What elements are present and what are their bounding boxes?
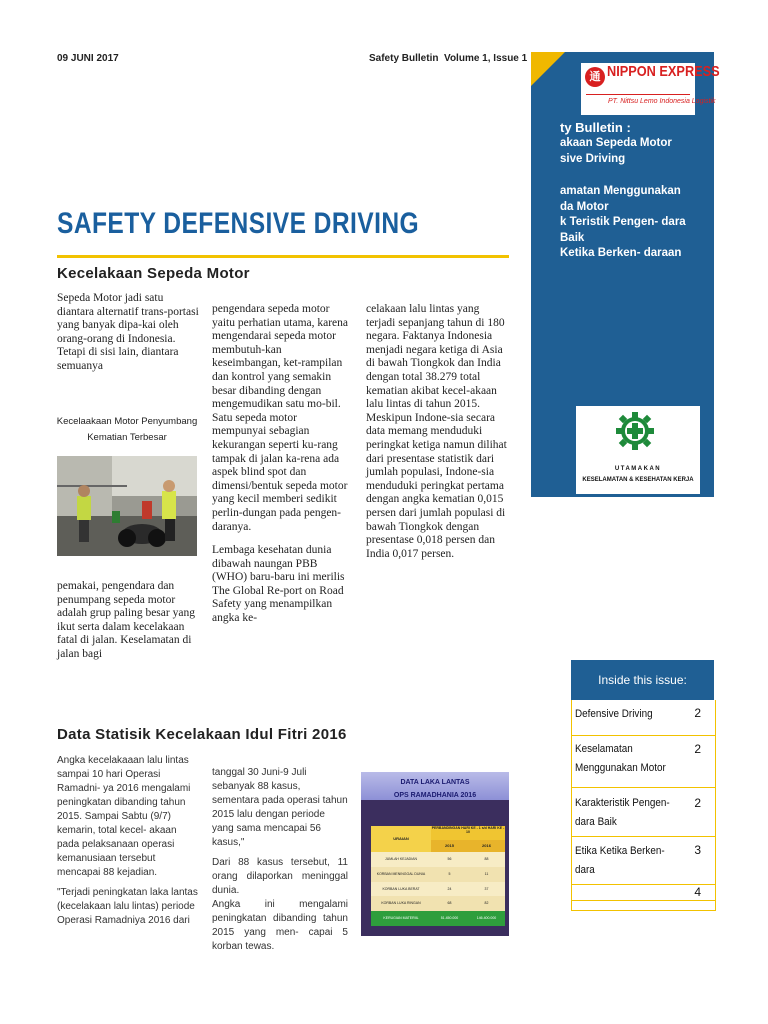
bulletin-info: Safety Bulletin Volume 1, Issue 1: [369, 53, 528, 64]
section-heading-statistics: Data Statisik Kecelakaan Idul Fitri 2016: [57, 726, 347, 743]
toc-label: Keselamatan Menggunakan Motor: [575, 743, 666, 774]
logo-divider: [586, 94, 690, 95]
k3-label-2: KESELAMATAN & KESEHATAN KERJA: [582, 477, 694, 483]
stat-row-label: KORBAN MENINGGAL DUNIA: [376, 871, 426, 876]
toc-item[interactable]: [572, 700, 715, 736]
s2-col2-paragraph1: tanggal 30 Juni-9 Juli sebanyak 88 kasus, sementara pada operasi tahun 2015 lalu dengan periode yang sama mencapai 56 kasus,": [212, 767, 348, 848]
toc-item[interactable]: [572, 885, 715, 901]
stat-rows: [371, 852, 505, 926]
k3-gear-cross-icon: [615, 411, 655, 456]
toc-item[interactable]: [572, 736, 715, 788]
stat-header-compare: PERBANDINGAN HARI KE - 1 s/d HARI KE - 10: [431, 826, 505, 840]
stat-row: [371, 882, 505, 897]
stat-row-2016: 88: [484, 857, 489, 861]
sidebar-line-4: amatan Menggunakan: [560, 185, 681, 197]
stat-row-2015: 24: [447, 886, 452, 891]
sidebar-line-7: Baik: [560, 232, 585, 244]
article-col2: [212, 303, 352, 636]
stat-col-2016: 2016: [468, 840, 505, 852]
s2-col2-paragraph2: Dari 88 kasus tersebut, 11 orang dilaporkan meninggal dunia.: [212, 857, 348, 896]
stat-title1: DATA LAKA LANTAS: [400, 779, 470, 786]
stat-row-label: KORBAN LUKA BERAT: [382, 886, 420, 891]
stat-row-2015: 5: [448, 871, 451, 876]
sidebar-line-2: akaan Sepeda Motor: [560, 137, 672, 149]
title-divider: [57, 255, 509, 258]
statistics-image: [361, 772, 509, 936]
toc-label: Etika Ketika Berken-dara: [575, 845, 665, 876]
stat-row-2016: 82: [484, 901, 489, 906]
stat-row-label: JUMLAH KEJADIAN: [384, 857, 418, 861]
stat-row-2016: 146.400.000: [468, 911, 505, 926]
inside-issue-heading: Inside this issue:: [571, 660, 714, 700]
stat-row-2015: 51.450.000: [431, 911, 468, 926]
section-heading-motorcycle: Kecelakaan Sepeda Motor: [57, 265, 250, 282]
toc-page: 2: [694, 796, 701, 810]
s2-col2: [212, 766, 348, 960]
stat-header-uraian: URAIAN: [371, 826, 431, 852]
issue-date: 09 JUNI 2017: [57, 53, 119, 64]
sidebar-line-6: k Teristik Pengen- dara: [560, 216, 686, 228]
stat-title2: OPS RAMADHANIA 2016: [393, 792, 477, 799]
sidebar-line-1: ty Bulletin :: [560, 120, 631, 135]
logo-name: NIPPON EXPRESS: [607, 63, 720, 80]
stat-row-2015: 68: [447, 901, 452, 906]
s2-col1-paragraph1: Angka kecelakaaan lalu lintas sampai 10 hari Operasi Ramadni- ya 2016 mengalami peningkatan dibanding tahun 2015. Sampai Sabtu (9/7) kemarin, total kecel- akaan pada pelaksanaan operasi kemanusiaan tersebut mencapai 88 kejadian.: [57, 755, 191, 878]
toc-page: 3: [694, 843, 701, 857]
sidebar-line-3: sive Driving: [560, 153, 626, 165]
article-col1-top: Sepeda Motor jadi satu diantara alternatif trans-portasi yang banyak dipa-kai oleh orang-orang di Indonesia. Tetapi di sisi lain, diantara semuanya: [57, 292, 199, 372]
sidebar-line-8: Ketika Berken- daraan: [560, 247, 682, 259]
photo-caption: [52, 414, 202, 446]
article-col1-bottom: pemakai, pengendara dan penumpang sepeda motor adalah grup paling besar yang ikut serta dalam kecelakaan fatal di jalan. Keselamatan di jalan bagi: [57, 580, 195, 660]
caption-line1: Kecelaakaan Motor Penyumbang: [56, 416, 198, 427]
toc-label: Karakteristik Pengen-dara Baik: [575, 797, 670, 828]
toc-page: 2: [694, 742, 701, 756]
nippon-express-logo-icon: 通: [585, 67, 605, 87]
stat-row: [371, 896, 505, 911]
accident-photo: [57, 456, 197, 556]
sidebar-corner-accent: [531, 52, 565, 86]
stat-table: [371, 826, 505, 926]
stat-row: [371, 911, 505, 926]
col2-paragraph2: Lembaga kesehatan dunia dibawah naungan PBB (WHO) baru-baru ini merilis The Global Re-port on Road Safety yang menampilkan angka ke-: [212, 544, 345, 625]
stat-row-2015: 56: [447, 857, 452, 861]
k3-label-1: UTAMAKAN: [614, 466, 662, 472]
col2-paragraph1: pengendara sepeda motor yaitu perhatian utama, karena mengendarai sepeda motor membutuh-kan keseimbangan, ket-rampilan dan kontrol yang semakin besar dibanding dengan mengemudikan satu mo-bil. Satu sepeda motor mempunyai sebagian kekurangan seperti ku-rang tampak di jalan ka-rena ada aspek blind spot dan dimensi/bentuk sepeda motor yang kecil memberi sedikit perlin-dungan pada pengen-daranya.: [212, 303, 349, 533]
toc-item[interactable]: [572, 788, 715, 837]
sidebar-line-5: da Motor: [560, 201, 609, 213]
caption-line2: Kematian Terbesar: [87, 432, 167, 443]
article-col3: celakaan lalu lintas yang terjadi sepanjang tahun di 180 negara. Faktanya Indonesia menjadi negara ketiga di Asia di bawah Tiongkok dan India dengan total 38.279 total kematian akibat kecel-akaan lalu lintas di tahun 2015. Meskipun Indone-sia secara data memang menduduki peringkat ketiga namun dilihat dari presentase statistik dari jumlah populasi, Indone-sia menduduki peringkat pertama dengan angka kematian 0,015 persen dari jumlah populasi di bawah Tiongkok dengan presentase 0,018 persen dan India 0,017 persen.: [366, 303, 507, 560]
logo-subtitle: PT. Nittsu Lemo Indonesia Logistik: [608, 98, 716, 105]
stat-row: [371, 852, 505, 867]
inside-issue-list: [571, 700, 716, 911]
stat-row-2016: 37: [484, 886, 489, 891]
toc-page: 2: [694, 706, 701, 720]
s2-col1-paragraph2: "Terjadi peningkatan laka lantas (kecelakaan lalu lintas) periode Operasi Ramadniya 2016 dari: [57, 887, 198, 926]
stat-row-label: KORBAN LUKA RINGAN: [381, 901, 421, 906]
s2-col2-paragraph3: Angka ini mengalami peningkatan dibanding tahun 2015 yang men- capai 5 korban tewas.: [212, 899, 348, 952]
stat-row-label: KERUGIAN MATERIIL: [371, 911, 431, 926]
stat-col-2015: 2015: [431, 840, 468, 852]
toc-label: Defensive Driving: [575, 708, 653, 720]
stat-row: [371, 867, 505, 882]
page-title: SAFETY DEFENSIVE DRIVING: [57, 207, 420, 240]
s2-col1: [57, 754, 199, 934]
stat-row-2016: 11: [484, 871, 489, 876]
toc-item[interactable]: [572, 837, 715, 885]
toc-page: 4: [694, 885, 701, 899]
